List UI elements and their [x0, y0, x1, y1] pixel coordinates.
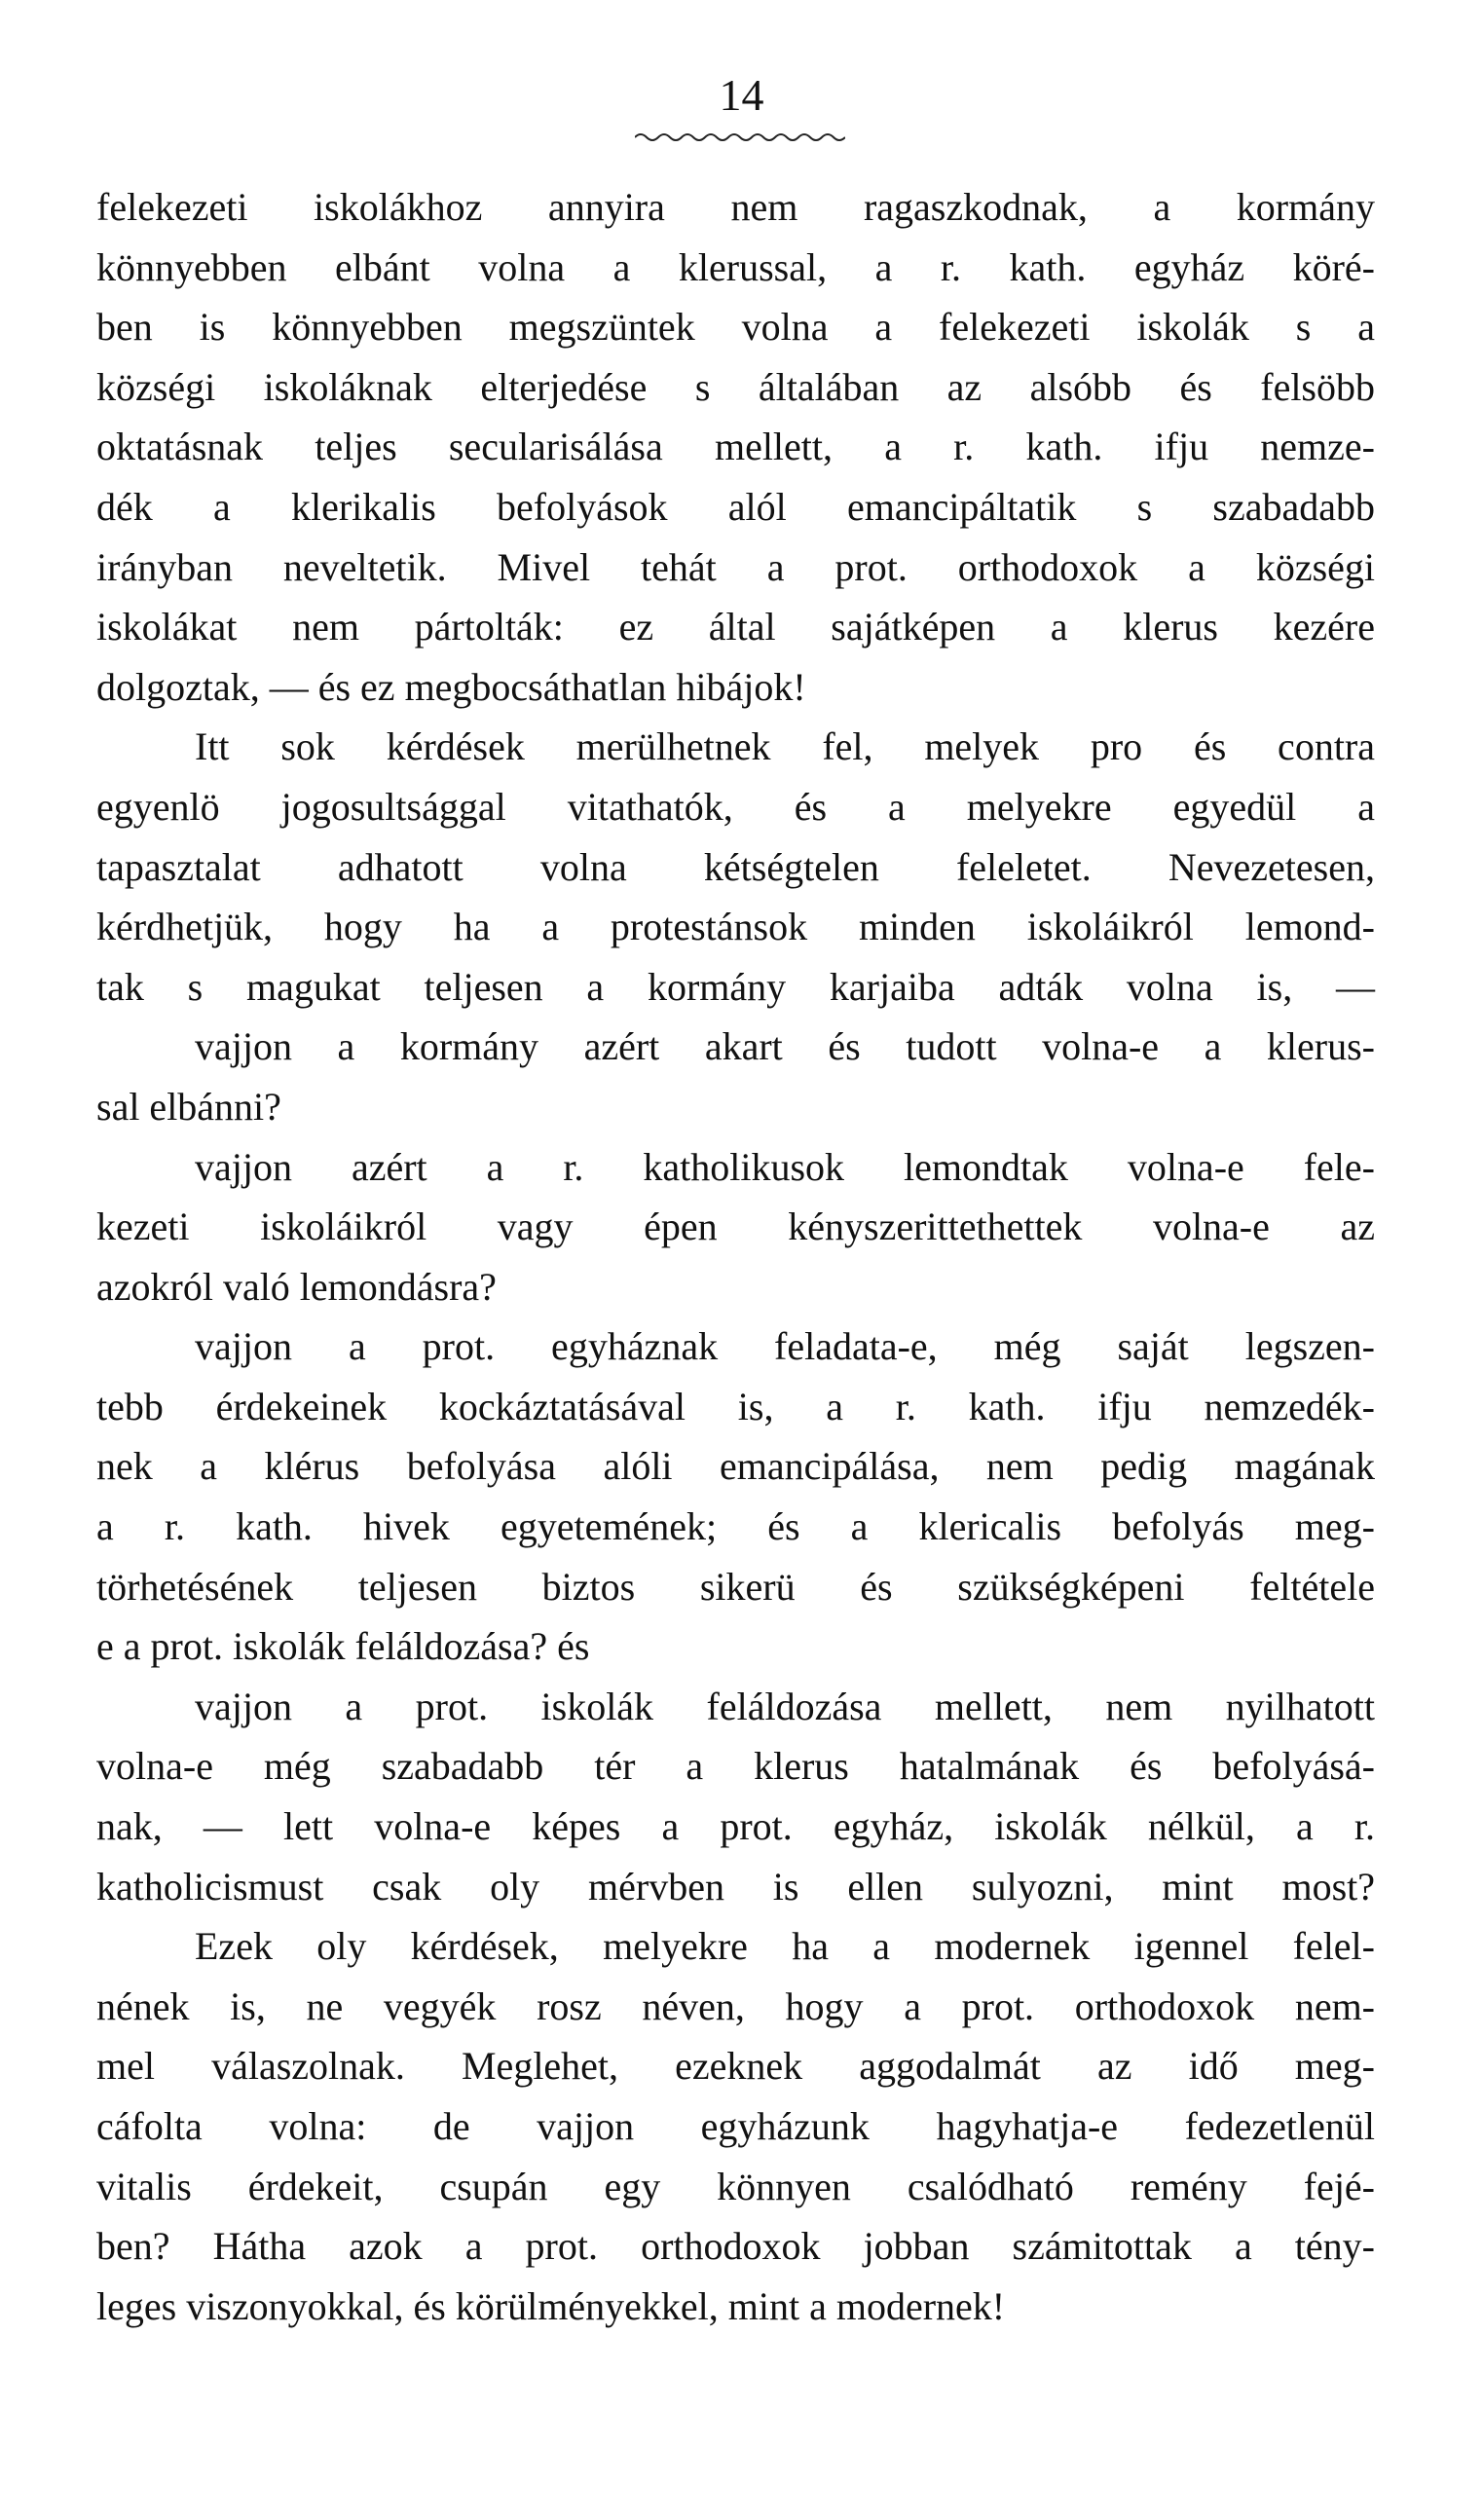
- text-line: vajjon a kormány azért akart és tudott volna-e a klerus-: [195, 1024, 1375, 1069]
- text-line: felekezeti iskolákhoz annyira nem ragaszkodnak, a kormány: [96, 185, 1375, 229]
- text-line: mel válaszolnak. Meglehet, ezeknek aggodalmát az idő meg-: [96, 2044, 1375, 2089]
- text-line: tebb érdekeinek kockáztatásával is, a r. kath. ifju nemzedék-: [96, 1384, 1375, 1428]
- text-line: kérdhetjük, hogy ha a protestánsok minden iskoláikról lemond-: [96, 905, 1375, 949]
- text-line: sal elbánni?: [96, 1084, 281, 1129]
- page-number-ornament: [635, 130, 845, 145]
- text-line: volna-e még szabadabb tér a klerus hatalmának és befolyásá-: [96, 1744, 1375, 1789]
- text-line: nének is, ne vegyék rosz néven, hogy a prot. orthodoxok nem-: [96, 1983, 1375, 2028]
- text-line: vitalis érdekeit, csupán egy könnyen csalódható remény fejé-: [96, 2164, 1375, 2208]
- text-line: cáfolta volna: de vajjon egyházunk hagyhatja-e fedezetlenül: [96, 2104, 1375, 2148]
- text-line: tapasztalat adhatott volna kétségtelen feleletet. Nevezetesen,: [96, 844, 1375, 889]
- text-line: kezeti iskoláikról vagy épen kényszerittethettek volna-e az: [96, 1204, 1375, 1249]
- text-line: nek a klérus befolyása alóli emancipálása, nem pedig magának: [96, 1444, 1375, 1489]
- text-line: községi iskoláknak elterjedése s általában az alsóbb és felsöbb: [96, 364, 1375, 409]
- text-line: Itt sok kérdések merülhetnek fel, melyek pro és contra: [195, 724, 1375, 769]
- text-line: tak s magukat teljesen a kormány karjaiba adták volna is, —: [96, 964, 1375, 1009]
- text-line: e a prot. iskolák feláldozása? és: [96, 1624, 590, 1669]
- text-line: törhetésének teljesen biztos sikerü és szükségképeni feltétele: [96, 1564, 1375, 1609]
- text-line: könnyebben elbánt volna a klerussal, a r. kath. egyház köré-: [96, 244, 1375, 289]
- text-line: Ezek oly kérdések, melyekre ha a modernek igennel felel-: [195, 1924, 1375, 1969]
- page-number: 14: [719, 70, 764, 120]
- text-line: oktatásnak teljes secularisálása mellett, a r. kath. ifju nemze-: [96, 425, 1375, 469]
- text-line: ben is könnyebben megszüntek volna a felekezeti iskolák s a: [96, 305, 1375, 350]
- text-line: vajjon a prot. iskolák feláldozása mellett, nem nyilhatott: [195, 1684, 1375, 1728]
- text-line: dék a klerikalis befolyások alól emancipáltatik s szabadabb: [96, 484, 1375, 529]
- wavy-rule: [635, 134, 845, 140]
- text-line: vajjon a prot. egyháznak feladata-e, még saját legszen-: [195, 1324, 1375, 1369]
- text-line: iskolákat nem pártolták: ez által sajátképen a klerus kezére: [96, 605, 1375, 649]
- text-line: dolgoztak, — és ez megbocsáthatlan hibájok!: [96, 664, 806, 709]
- text-line: leges viszonyokkal, és körülményekkel, mint a modernek!: [96, 2283, 1006, 2328]
- text-line: egyenlö jogosultsággal vitathatók, és a melyekre egyedül a: [96, 784, 1375, 829]
- text-line: azokról való lemondásra?: [96, 1264, 497, 1309]
- text-line: vajjon azért a r. katholikusok lemondtak volna-e fele-: [195, 1144, 1375, 1189]
- text-line: irányban neveltetik. Mivel tehát a prot. orthodoxok a községi: [96, 544, 1375, 589]
- text-line: a r. kath. hivek egyetemének; és a klericalis befolyás meg-: [96, 1504, 1375, 1549]
- text-line: nak, — lett volna-e képes a prot. egyház, iskolák nélkül, a r.: [96, 1804, 1375, 1849]
- body-text: [96, 177, 1375, 2336]
- text-line: ben? Hátha azok a prot. orthodoxok jobban számitottak a tény-: [96, 2224, 1375, 2269]
- text-line: katholicismust csak oly mérvben is ellen sulyozni, mint most?: [96, 1864, 1375, 1909]
